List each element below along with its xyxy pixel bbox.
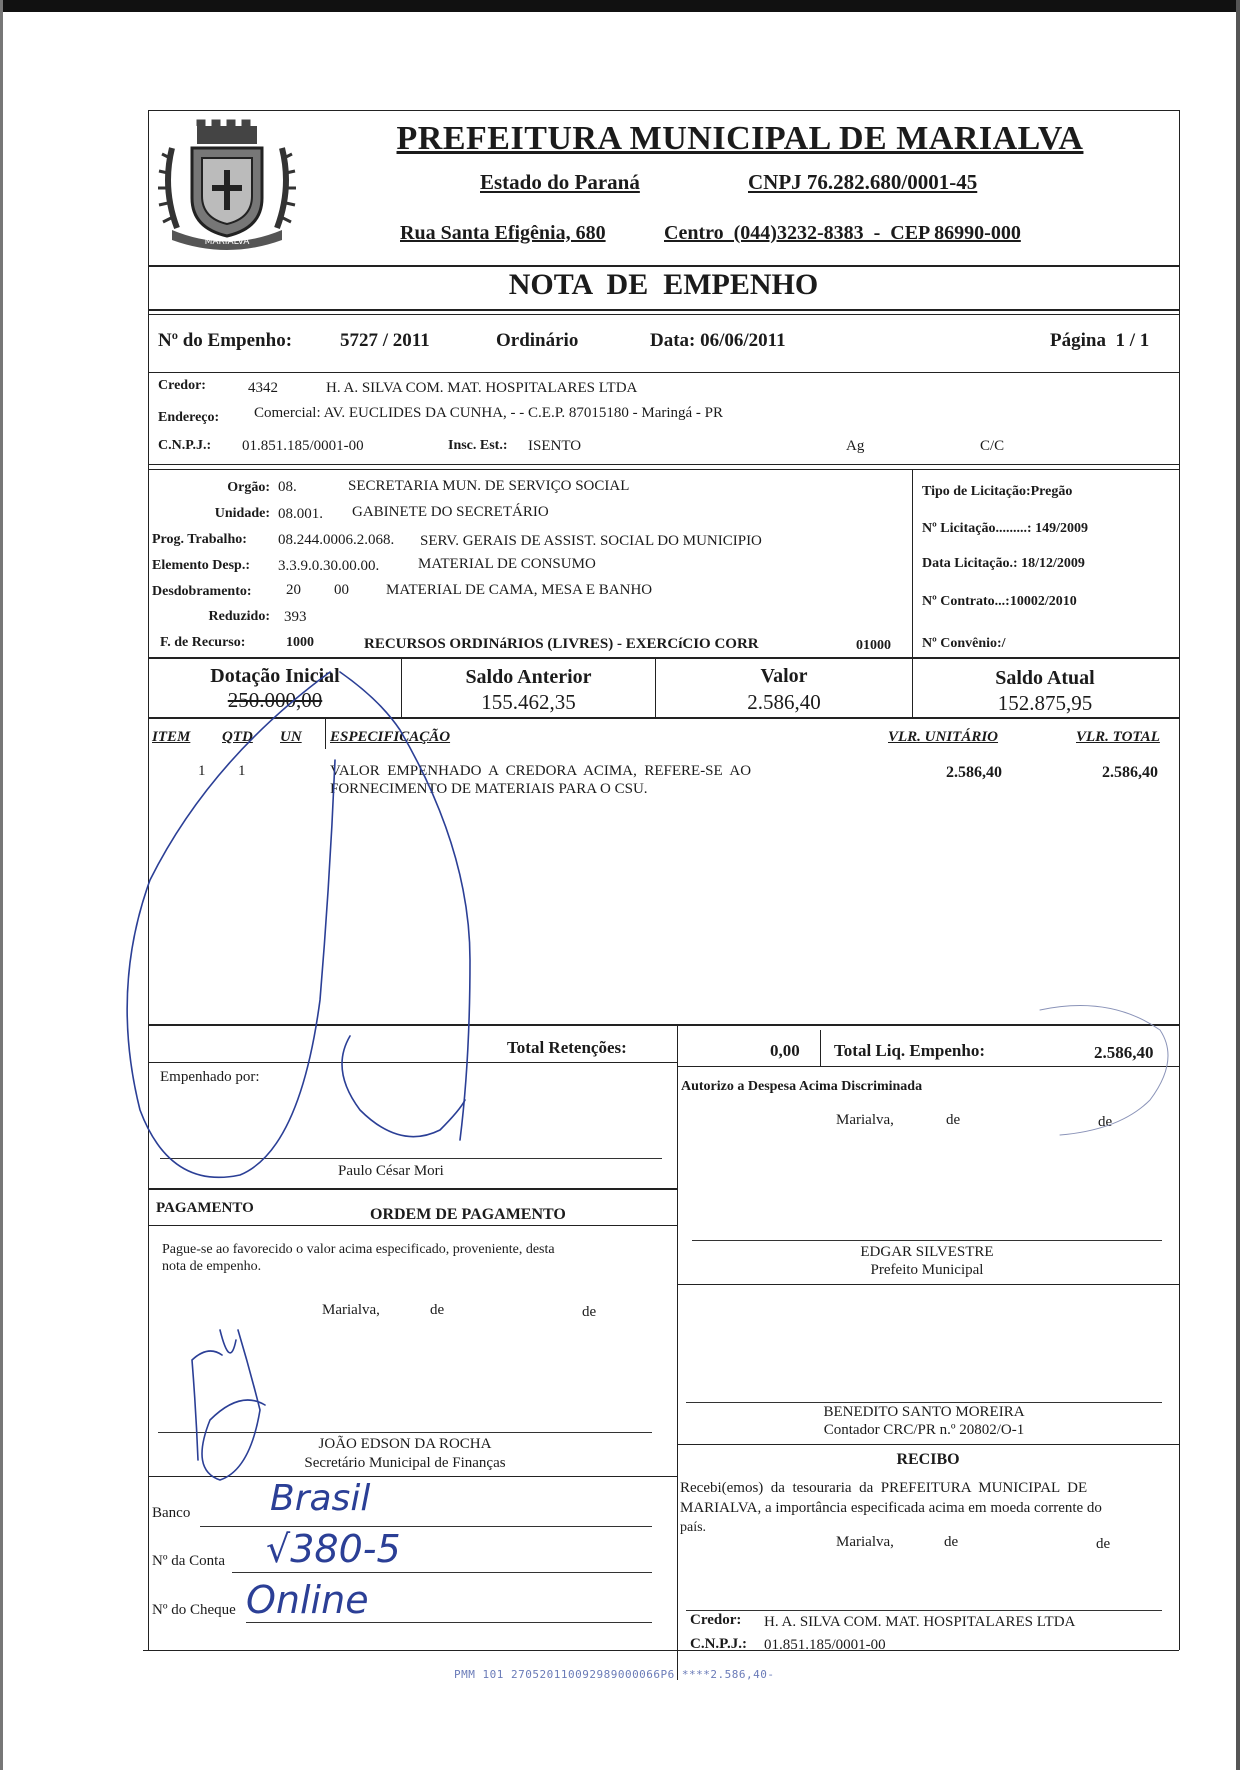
recibo-de1: de — [944, 1534, 959, 1550]
reduzido-label: Reduzido: — [208, 609, 270, 624]
unidade-code: 08.001. — [278, 506, 323, 522]
recibo-local: Marialva, — [836, 1534, 894, 1550]
pagamento-label: PAGAMENTO — [156, 1200, 254, 1216]
credor-label: Credor: — [158, 378, 206, 393]
footer-code: PMM 101 270520110092989000066P6 ****2.586,40- — [454, 1668, 775, 1681]
cheque-label: Nº do Cheque — [152, 1602, 236, 1618]
header-cnpj: CNPJ 76.282.680/0001-45 — [748, 170, 978, 194]
licitacao-numero: Nº Licitação.........: 149/2009 — [922, 521, 1088, 536]
liquido-label: Total Liq. Empenho: — [834, 1041, 985, 1060]
desdobramento-label: Desdobramento: — [152, 584, 252, 599]
empenho-number-label: Nº do Empenho: — [158, 330, 293, 351]
saldo-anterior-label: Saldo Anterior — [465, 666, 592, 688]
recibo-text-line2: MARIALVA, a importância especificada acima em moeda corrente do — [680, 1500, 1102, 1516]
item-description-line1: VALOR EMPENHADO A CREDORA ACIMA, REFERE-SE AO — [330, 763, 752, 779]
header-street: Rua Santa Efigênia, 680 — [400, 222, 606, 244]
header-address: Centro (044)3232-8383 - CEP 86990-000 — [664, 222, 1021, 244]
licitacao-tipo: Tipo de Licitação:Pregão — [922, 484, 1073, 499]
orgao-code: 08. — [278, 479, 297, 495]
item-description-line2: FORNECIMENTO DE MATERIAIS PARA O CSU. — [330, 781, 648, 797]
secretario-cargo: Secretário Municipal de Finanças — [304, 1455, 506, 1471]
recibo-cnpj-value: 01.851.185/0001-00 — [764, 1637, 886, 1653]
prefeito-name: EDGAR SILVESTRE — [860, 1244, 994, 1260]
col-qtd: QTD — [222, 729, 253, 745]
credor-address: Comercial: AV. EUCLIDES DA CUNHA, - - C.E.P. 87015180 - Maringá - PR — [254, 405, 724, 421]
valor-value: 2.586,40 — [747, 690, 821, 714]
insc-value: ISENTO — [528, 438, 582, 454]
page-title: PREFEITURA MUNICIPAL DE MARIALVA — [396, 120, 1084, 157]
dotacao-inicial-value: 250.000,00 — [227, 688, 323, 712]
contador-name: BENEDITO SANTO MOREIRA — [823, 1404, 1025, 1420]
state-name: Estado do Paraná — [480, 170, 640, 194]
credor-code: 4342 — [248, 380, 278, 396]
svg-text:MARIALVA: MARIALVA — [204, 237, 250, 247]
document-title: NOTA DE EMPENHO — [508, 268, 819, 301]
pagamento-de2: de — [582, 1304, 597, 1320]
prog-label: Prog. Trabalho: — [152, 532, 247, 547]
item-unit-value: 2.586,40 — [946, 764, 1002, 781]
cnpj-label: C.N.P.J.: — [158, 438, 212, 453]
recibo-text-line3: país. — [680, 1520, 707, 1535]
reduzido-value: 393 — [284, 609, 307, 625]
recibo-text-line1: Recebi(emos) da tesouraria da PREFEITURA MUNICIPAL DE — [680, 1480, 1088, 1496]
recurso-code: 1000 — [286, 635, 314, 650]
pagamento-text-line2: nota de empenho. — [162, 1259, 262, 1274]
col-item: ITEM — [152, 729, 191, 745]
elemento-name: MATERIAL DE CONSUMO — [418, 556, 596, 572]
retencoes-label: Total Retenções: — [507, 1038, 627, 1057]
empenho-type: Ordinário — [496, 330, 579, 351]
unidade-name: GABINETE DO SECRETÁRIO — [352, 504, 549, 520]
recibo-de2: de — [1096, 1536, 1111, 1552]
orgao-name: SECRETARIA MUN. DE SERVIÇO SOCIAL — [348, 478, 630, 494]
ordem-pagamento-label: ORDEM DE PAGAMENTO — [370, 1206, 566, 1223]
licitacao-data: Data Licitação.: 18/12/2009 — [922, 556, 1085, 571]
credor-cnpj: 01.851.185/0001-00 — [242, 438, 364, 454]
prog-name: SERV. GERAIS DE ASSIST. SOCIAL DO MUNICIPIO — [420, 533, 762, 549]
item-qtd: 1 — [238, 763, 246, 779]
secretario-name: JOÃO EDSON DA ROCHA — [318, 1436, 492, 1452]
insc-label: Insc. Est.: — [448, 438, 508, 453]
banco-handwritten: Brasil — [270, 1478, 371, 1519]
desdobramento-sub: 00 — [334, 582, 349, 598]
desdobramento-name: MATERIAL DE CAMA, MESA E BANHO — [386, 582, 653, 598]
unidade-label: Unidade: — [214, 506, 270, 521]
autorizo-local: Marialva, — [836, 1112, 894, 1128]
retencoes-value: 0,00 — [770, 1041, 800, 1060]
endereco-label: Endereço: — [158, 410, 220, 425]
desdobramento-code: 20 — [286, 582, 301, 598]
conta-label: Nº da Conta — [152, 1553, 225, 1569]
autorizo-label: Autorizo a Despesa Acima Discriminada — [681, 1079, 923, 1094]
item-total-value: 2.586,40 — [1102, 764, 1158, 781]
banco-label: Banco — [152, 1505, 191, 1521]
empenhado-label: Empenhado por: — [160, 1069, 260, 1085]
recibo-cnpj-label: C.N.P.J.: — [690, 1636, 747, 1652]
cheque-handwritten: Online — [246, 1578, 369, 1622]
recibo-credor-label: Credor: — [690, 1612, 742, 1628]
prefeito-cargo: Prefeito Municipal — [870, 1262, 984, 1278]
agencia-label: Ag — [846, 438, 865, 454]
convenio-numero: Nº Convênio:/ — [922, 636, 1006, 651]
recurso-label: F. de Recurso: — [160, 635, 246, 650]
empenho-number: 5727 / 2011 — [340, 330, 430, 351]
recibo-title: RECIBO — [896, 1451, 960, 1468]
pagamento-text-line1: Pague-se ao favorecido o valor acima especificado, proveniente, desta — [162, 1242, 555, 1257]
col-valor-total: VLR. TOTAL — [1076, 729, 1160, 745]
credor-name: H. A. SILVA COM. MAT. HOSPITALARES LTDA — [326, 380, 638, 396]
autorizo-de1: de — [946, 1112, 961, 1128]
elemento-code: 3.3.9.0.30.00.00. — [278, 558, 380, 574]
liquido-value: 2.586,40 — [1094, 1043, 1154, 1062]
recibo-credor-name: H. A. SILVA COM. MAT. HOSPITALARES LTDA — [764, 1614, 1076, 1630]
pagamento-de1: de — [430, 1302, 445, 1318]
contrato-numero: Nº Contrato...:10002/2010 — [922, 594, 1077, 609]
elemento-label: Elemento Desp.: — [152, 558, 250, 573]
pagamento-local: Marialva, — [322, 1302, 380, 1318]
col-especificacao: ESPECIFICAÇÃO — [330, 729, 451, 745]
valor-label: Valor — [760, 665, 808, 687]
saldo-atual-value: 152.875,95 — [997, 691, 1093, 715]
item-number: 1 — [198, 763, 206, 779]
saldo-atual-label: Saldo Atual — [995, 667, 1095, 689]
contador-cargo: Contador CRC/PR n.º 20802/O-1 — [823, 1422, 1025, 1438]
recurso-number: 01000 — [856, 638, 891, 653]
dotacao-inicial-label: Dotação Inicial — [210, 665, 340, 687]
conta-handwritten: √380-5 — [266, 1527, 401, 1571]
page-number: Página 1 / 1 — [1050, 330, 1150, 351]
empenho-date: Data: 06/06/2011 — [650, 330, 786, 351]
col-valor-unitario: VLR. UNITÁRIO — [888, 729, 999, 745]
saldo-anterior-value: 155.462,35 — [481, 690, 576, 714]
empenhado-name: Paulo César Mori — [338, 1163, 444, 1179]
prog-code: 08.244.0006.2.068. — [278, 532, 395, 548]
col-un: UN — [280, 729, 302, 745]
conta-corrente-label: C/C — [980, 438, 1005, 454]
recurso-name: RECURSOS ORDINáRIOS (LIVRES) - EXERCíCIO CORR — [364, 636, 759, 652]
autorizo-de2: de — [1098, 1114, 1113, 1130]
orgao-label: Orgão: — [227, 480, 270, 495]
